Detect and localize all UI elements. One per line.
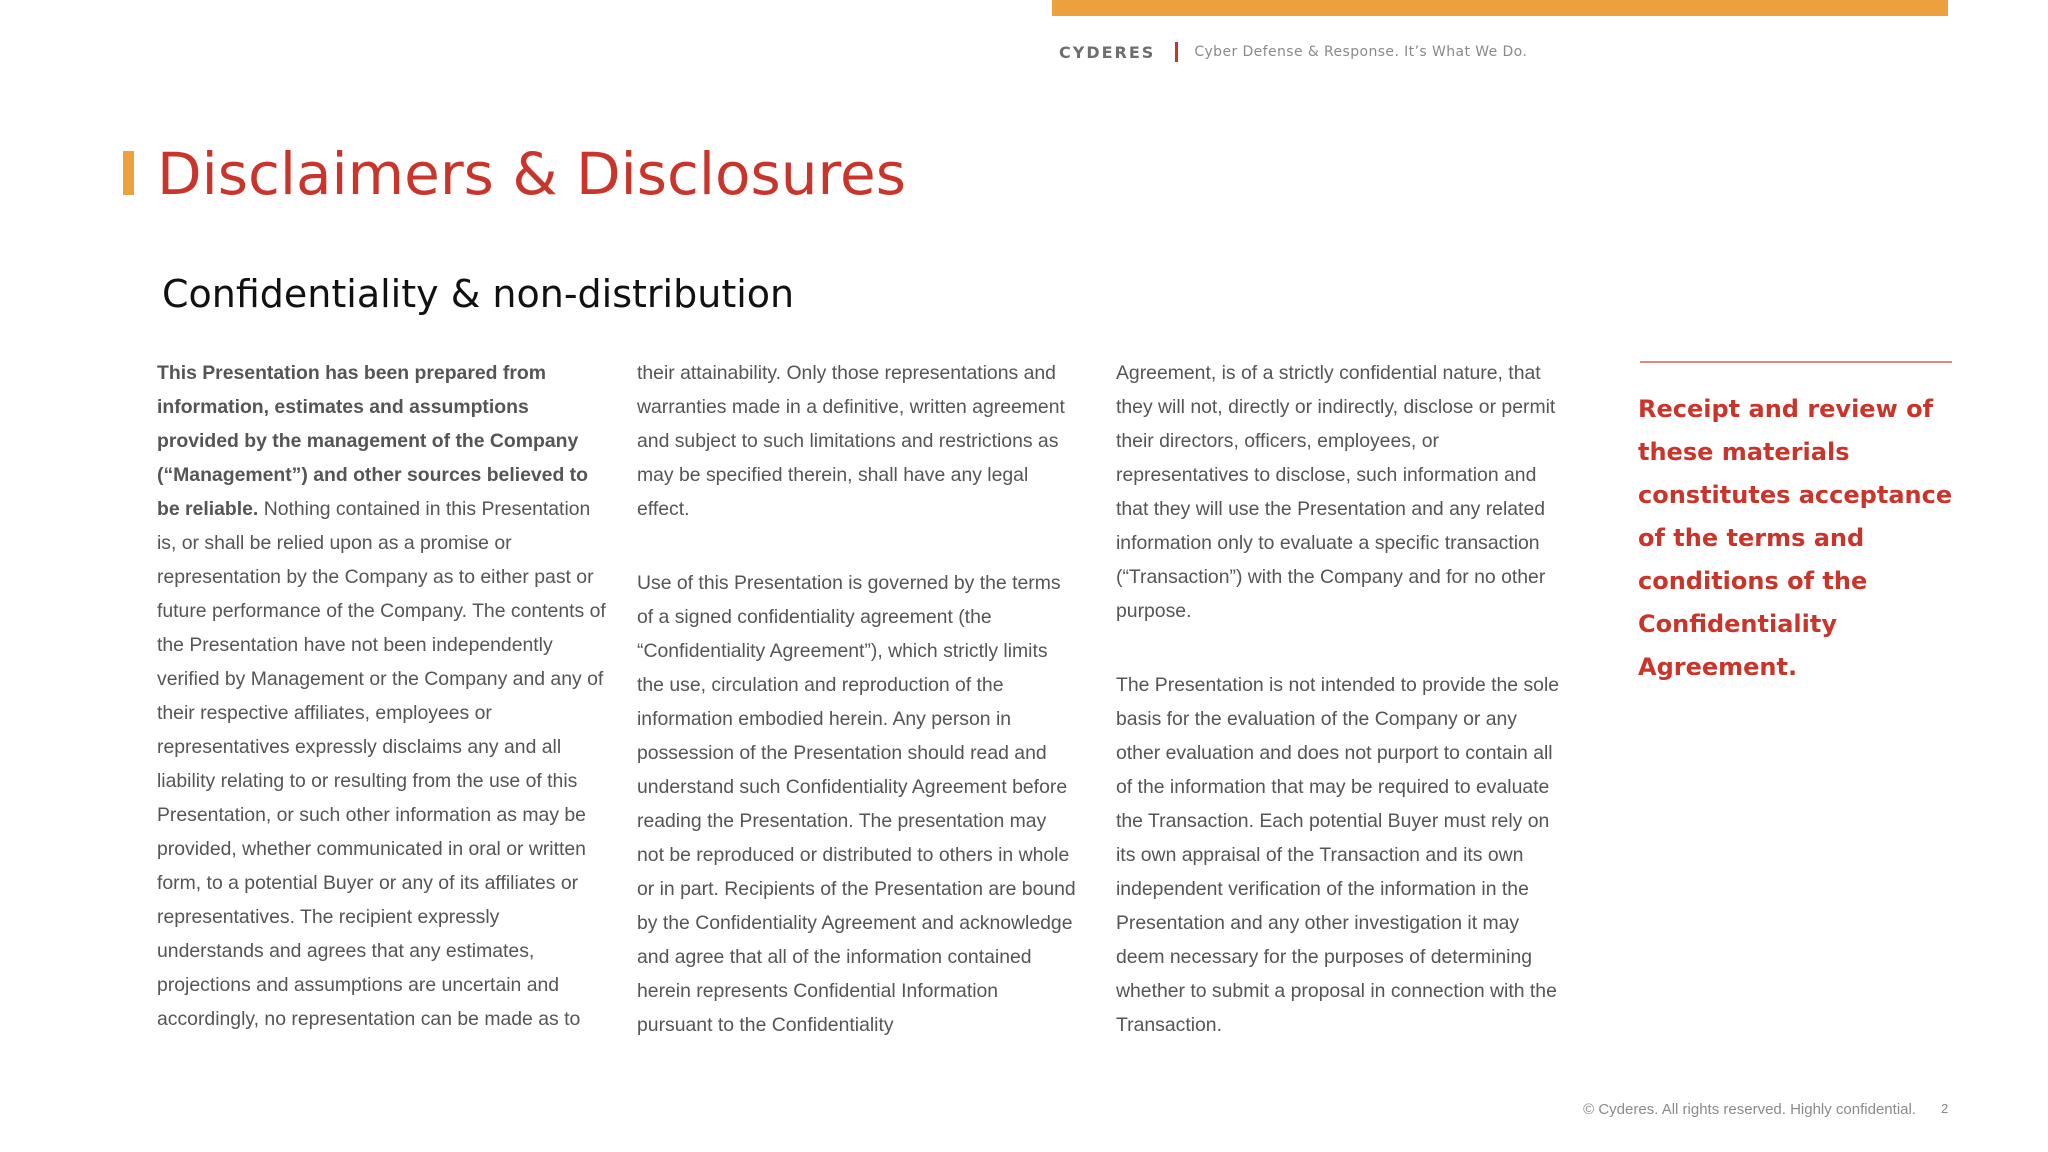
column-1-paragraph xyxy=(157,356,607,1036)
page-number: 2 xyxy=(1941,1101,1949,1116)
brand-header xyxy=(1059,40,1527,64)
intro-bold-text: This Presentation has been prepared from information, estimates and assumptions provided by the management of the Company (“Management”) and other sources believed to be reliable. xyxy=(157,362,588,520)
text-column-3 xyxy=(1116,356,1562,1042)
callout-text: Receipt and review of these materials constitutes acceptance of the terms and conditions of the Confidentiality Agreement. xyxy=(1638,395,1953,681)
brand-logo: CYDERES xyxy=(1059,42,1156,62)
title-accent-bar xyxy=(123,151,134,195)
column-3-paragraph-2: The Presentation is not intended to provide the sole basis for the evaluation of the Company or any other evaluation and does not purport to contain all of the information that may be required to evaluate the Transaction. Each potential Buyer must rely on its own appraisal of the Transaction and its own independent verification of the information in the Presentation and any other investigation it may deem necessary for the purposes of determining whether to submit a proposal in connection with the Transaction. xyxy=(1116,674,1560,1036)
column-3-paragraph-1: Agreement, is of a strictly confidential nature, that they will not, directly or indirectly, disclose or permit their directors, officers, employees, or representatives to disclose, such information and that they will use the Presentation and any related information only to evaluate a specific transaction (“Transaction”) with the Company and for no other purpose. xyxy=(1116,362,1556,622)
column-1-text: Nothing contained in this Presentation is, or shall be relied upon as a promise or representation by the Company as to either past or future performance of the Company. The contents of the Presentation have not been independently verified by Management or the Company and any of their respective affiliates, employees or representatives expressly disclaims any and all liability relating to or resulting from the use of this Presentation, or such other information as may be provided, whether communicated in oral or written form, to a potential Buyer or any of its affiliates or representatives. The recipient expressly understands and agrees that any estimates, projections and assumptions are uncertain and accordingly, no representation can be made as to xyxy=(157,498,606,1030)
page-title: Disclaimers & Disclosures xyxy=(157,140,906,208)
callout-divider xyxy=(1640,361,1952,363)
top-accent-bar xyxy=(1052,0,1948,16)
section-title: Confidentiality & non-distribution xyxy=(162,272,795,316)
text-column-1 xyxy=(157,356,607,1036)
footer-copyright: © Cyderes. All rights reserved. Highly confidential. xyxy=(1583,1101,1916,1118)
column-2-paragraph-1: their attainability. Only those representations and warranties made in a definitive, written agreement and subject to such limitations and restrictions as may be specified therein, shall have any legal effect. xyxy=(637,362,1065,520)
brand-tagline: Cyber Defense & Response. It’s What We Do. xyxy=(1194,44,1528,60)
text-column-2 xyxy=(637,356,1077,1042)
column-2-paragraph-2: Use of this Presentation is governed by the terms of a signed confidentiality agreement (the “Confidentiality Agreement”), which strictly limits the use, circulation and reproduction of the information embodied herein. Any person in possession of the Presentation should read and understand such Confidentiality Agreement before reading the Presentation. The presentation may not be reproduced or distributed to others in whole or in part. Recipients of the Presentation are bound by the Confidentiality Agreement and acknowledge and agree that all of the information contained herein represents Confidential Information pursuant to the Confidentiality xyxy=(637,572,1076,1036)
brand-divider xyxy=(1175,42,1178,62)
